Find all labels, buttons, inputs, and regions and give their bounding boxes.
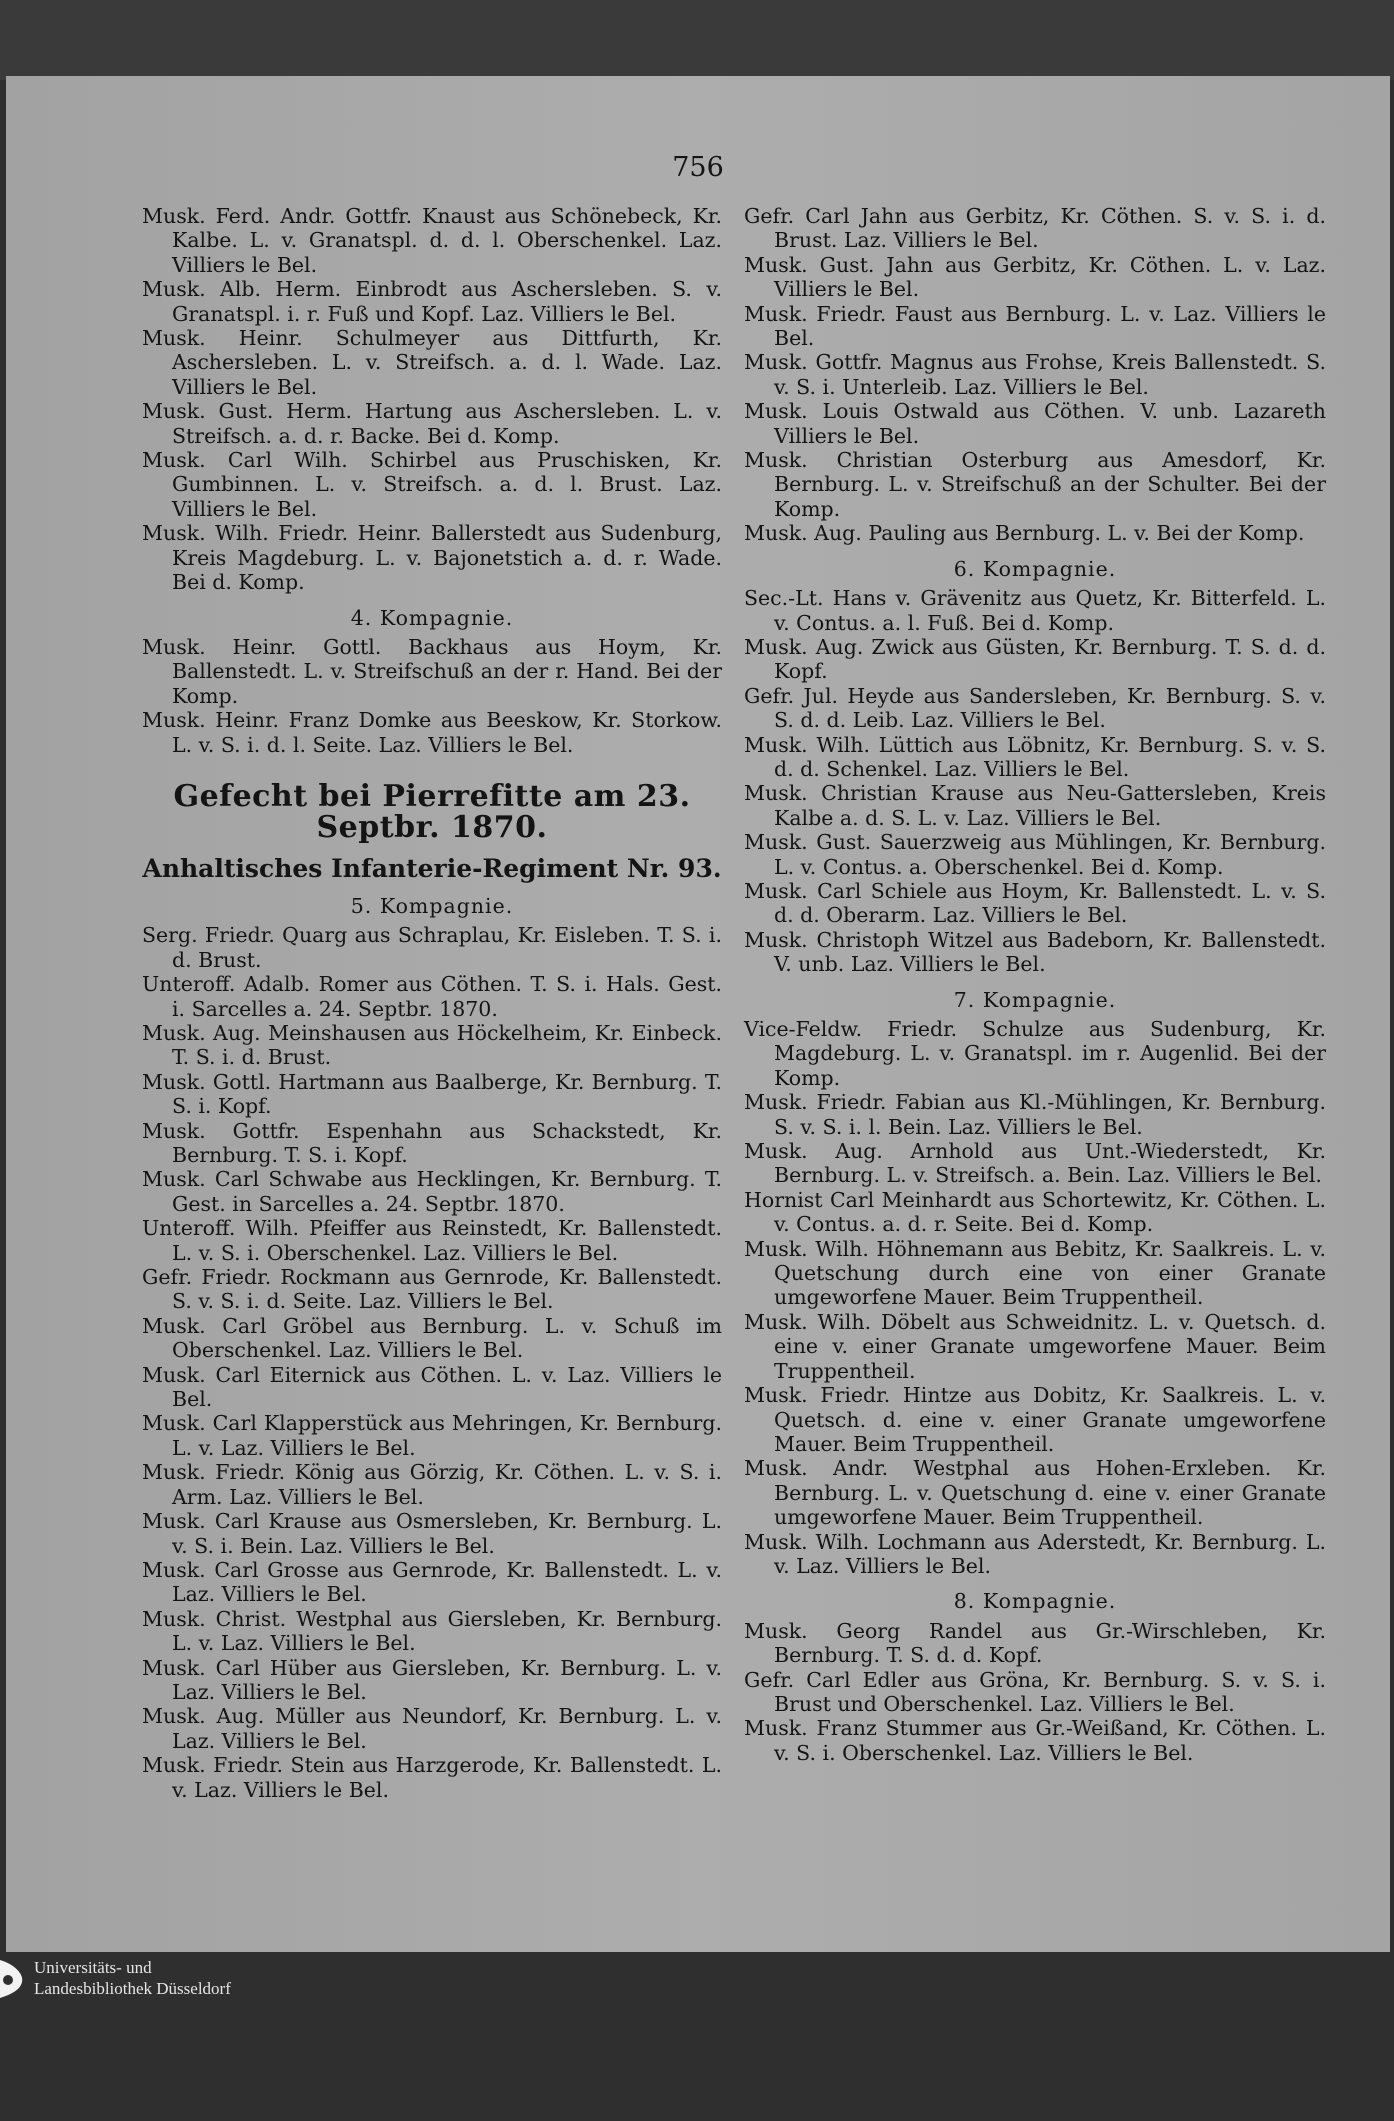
company-heading: 4. Kompagnie. [350,605,514,630]
left-column [142,204,722,1802]
list-item: Musk. Ferd. Andr. Gottfr. Knaust aus Schönebeck, Kr. Kalbe. L. v. Granatspl. d. d. l. Oberschenkel. Laz. Villiers le Bel. [142,204,722,277]
list-item: Musk. Gust. Sauerzweig aus Mühlingen, Kr. Bernburg. L. v. Contus. a. Oberschenkel. Bei d. Komp. [744,830,1326,879]
list-item: Unteroff. Adalb. Romer aus Cöthen. T. S. i. Hals. Gest. i. Sarcelles a. 24. Septbr. 1870. [142,972,722,1021]
list-item: Musk. Carl Krause aus Osmersleben, Kr. Bernburg. L. v. S. i. Bein. Laz. Villiers le Bel. [142,1509,722,1558]
left-block1 [142,204,722,595]
list-item: Musk. Carl Schiele aus Hoym, Kr. Ballenstedt. L. v. S. d. d. Oberarm. Laz. Villiers le Bel. [744,878,1326,928]
library-credit-line1: Universitäts- und [34,1958,152,1977]
list-item: Musk. Aug. Meinshausen aus Höckelheim, Kr. Einbeck. T. S. i. d. Brust. [142,1020,722,1070]
list-item: Gefr. Friedr. Rockmann aus Gernrode, Kr. Ballenstedt. S. v. S. i. d. Seite. Laz. Villiers le Bel. [142,1265,722,1314]
company7-list [744,1017,1326,1578]
list-item: Musk. Alb. Herm. Einbrodt aus Aschersleben. S. v. Granatspl. i. r. Fuß und Kopf. Laz. Villiers le Bel. [142,277,722,326]
list-item: Musk. Andr. Westphal aus Hohen-Erxleben. Kr. Bernburg. L. v. Quetschung d. eine v. einer Granate umgeworfene Mauer. Beim Truppentheil. [744,1456,1326,1530]
list-item: Musk. Christian Osterburg aus Amesdorf, Kr. Bernburg. L. v. Streifschuß an der Schulter. Bei der Komp. [744,448,1326,521]
list-item: Musk. Carl Eiternick aus Cöthen. L. v. Laz. Villiers le Bel. [142,1362,722,1412]
list-item: Vice-Feldw. Friedr. Schulze aus Sudenburg, Kr. Magdeburg. L. v. Granatspl. im r. Augenlid. Bei der Komp. [744,1017,1326,1090]
company8-list [744,1619,1326,1765]
list-item: Musk. Georg Randel aus Gr.-Wirschleben, Kr. Bernburg. T. S. d. d. Kopf. [744,1618,1326,1668]
list-item: Musk. Carl Wilh. Schirbel aus Pruschisken, Kr. Gumbinnen. L. v. Streifsch. a. d. l. Brust. Laz. Villiers le Bel. [142,448,722,521]
list-item: Musk. Gottfr. Espenhahn aus Schackstedt, Kr. Bernburg. T. S. i. Kopf. [142,1118,722,1167]
list-item: Musk. Heinr. Schulmeyer aus Dittfurth, Kr. Aschersleben. L. v. Streifsch. a. d. l. Wade. Laz. Villiers le Bel. [142,326,722,399]
page-number: 756 [672,152,724,183]
list-item: Musk. Wilh. Höhnemann aus Bebitz, Kr. Saalkreis. L. v. Quetschung durch eine von einer Granate umgeworfene Mauer. Beim Truppentheil. [744,1236,1326,1310]
list-item: Musk. Aug. Müller aus Neundorf, Kr. Bernburg. L. v. Laz. Villiers le Bel. [142,1704,722,1753]
list-item: Serg. Friedr. Quarg aus Schraplau, Kr. Eisleben. T. S. i. d. Brust. [142,923,722,972]
ulb-logo-icon [0,1958,28,2000]
list-item: Musk. Friedr. Hintze aus Dobitz, Kr. Saalkreis. L. v. Quetsch. d. eine v. einer Granate umgeworfene Mauer. Beim Truppentheil. [744,1383,1326,1456]
list-item: Musk. Friedr. König aus Görzig, Kr. Cöthen. L. v. S. i. Arm. Laz. Villiers le Bel. [142,1460,722,1509]
list-item: Musk. Gust. Herm. Hartung aus Aschersleben. L. v. Streifsch. a. d. r. Backe. Bei d. Komp. [142,399,722,448]
list-item: Sec.-Lt. Hans v. Grävenitz aus Quetz, Kr. Bitterfeld. L. v. Contus. a. l. Fuß. Bei d. Komp. [744,586,1326,635]
list-item: Musk. Carl Gröbel aus Bernburg. L. v. Schuß im Oberschenkel. Laz. Villiers le Bel. [142,1313,722,1363]
list-item: Gefr. Jul. Heyde aus Sandersleben, Kr. Bernburg. S. v. S. d. d. Leib. Laz. Villiers le Bel. [744,683,1326,733]
right-block1 [744,204,1326,546]
regiment-heading: Anhaltisches Infanterie-Regiment Nr. 93. [142,853,722,883]
list-item: Hornist Carl Meinhardt aus Schortewitz, Kr. Cöthen. L. v. Contus. a. d. r. Seite. Bei d. Komp. [744,1187,1326,1237]
list-item: Musk. Gust. Jahn aus Gerbitz, Kr. Cöthen. L. v. Laz. Villiers le Bel. [744,252,1326,302]
list-item: Musk. Gottl. Hartmann aus Baalberge, Kr. Bernburg. T. S. i. Kopf. [142,1069,722,1119]
list-item: Musk. Wilh. Lochmann aus Aderstedt, Kr. Bernburg. L. v. Laz. Villiers le Bel. [744,1529,1326,1578]
list-item: Musk. Carl Hüber aus Giersleben, Kr. Bernburg. L. v. Laz. Villiers le Bel. [142,1655,722,1704]
list-item: Musk. Heinr. Franz Domke aus Beeskow, Kr. Storkow. L. v. S. i. d. l. Seite. Laz. Villiers le Bel. [142,708,722,757]
battle-heading: Gefecht bei Pierrefitte am 23. Septbr. 1870. [173,778,691,845]
list-item: Musk. Friedr. Stein aus Harzgerode, Kr. Ballenstedt. L. v. Laz. Villiers le Bel. [142,1753,722,1802]
list-item: Musk. Gottfr. Magnus aus Frohse, Kreis Ballenstedt. S. v. S. i. Unterleib. Laz. Villiers le Bel. [744,350,1326,399]
list-item: Musk. Wilh. Döbelt aus Schweidnitz. L. v. Quetsch. d. eine v. einer Granate umgeworfene Mauer. Beim Truppentheil. [744,1309,1326,1383]
list-item: Musk. Carl Klapperstück aus Mehringen, Kr. Bernburg. L. v. Laz. Villiers le Bel. [142,1411,722,1460]
list-item: Musk. Wilh. Friedr. Heinr. Ballerstedt aus Sudenburg, Kreis Magdeburg. L. v. Bajonetstich a. d. r. Wade. Bei d. Komp. [142,521,722,595]
list-item: Musk. Carl Grosse aus Gernrode, Kr. Ballenstedt. L. v. Laz. Villiers le Bel. [142,1557,722,1607]
document-page [6,76,1390,1976]
scan-background-top [0,0,1394,80]
company6-list [744,586,1326,977]
list-item: Musk. Friedr. Faust aus Bernburg. L. v. Laz. Villiers le Bel. [744,301,1326,351]
list-item: Musk. Louis Ostwald aus Cöthen. V. unb. Lazareth Villiers le Bel. [744,399,1326,448]
list-item: Musk. Christian Krause aus Neu-Gattersleben, Kreis Kalbe a. d. S. L. v. Laz. Villiers le Bel. [744,781,1326,830]
list-item: Musk. Carl Schwabe aus Hecklingen, Kr. Bernburg. T. Gest. in Sarcelles a. 24. Septbr. 1870. [142,1167,722,1216]
company4-list [142,635,722,757]
list-item: Musk. Wilh. Lüttich aus Löbnitz, Kr. Bernburg. S. v. S. d. d. Schenkel. Laz. Villiers le Bel. [744,732,1326,781]
company-heading: 6. Kompagnie. [953,556,1117,581]
company-heading: 5. Kompagnie. [350,893,514,918]
list-item: Unteroff. Wilh. Pfeiffer aus Reinstedt, Kr. Ballenstedt. L. v. S. i. Oberschenkel. Laz. Villiers le Bel. [142,1216,722,1265]
list-item: Musk. Friedr. Fabian aus Kl.-Mühlingen, Kr. Bernburg. S. v. S. i. l. Bein. Laz. Villiers le Bel. [744,1090,1326,1139]
library-credit [34,1957,231,1999]
list-item: Musk. Christ. Westphal aus Giersleben, Kr. Bernburg. L. v. Laz. Villiers le Bel. [142,1606,722,1656]
list-item: Musk. Aug. Zwick aus Güsten, Kr. Bernburg. T. S. d. d. Kopf. [744,634,1326,684]
company5-list [142,923,722,1802]
list-item: Musk. Franz Stummer aus Gr.-Weißand, Kr. Cöthen. L. v. S. i. Oberschenkel. Laz. Villiers le Bel. [744,1716,1326,1765]
library-credit-line2: Landesbibliothek Düsseldorf [34,1979,231,1998]
company-heading: 8. Kompagnie. [953,1589,1117,1614]
list-item: Gefr. Carl Jahn aus Gerbitz, Kr. Cöthen. S. v. S. i. d. Brust. Laz. Villiers le Bel. [744,204,1326,253]
list-item: Musk. Heinr. Gottl. Backhaus aus Hoym, Kr. Ballenstedt. L. v. Streifschuß an der r. Hand. Bei der Komp. [142,634,722,708]
list-item: Musk. Aug. Arnhold aus Unt.-Wiederstedt, Kr. Bernburg. L. v. Streifsch. a. Bein. Laz. Villiers le Bel. [744,1139,1326,1188]
company-heading: 7. Kompagnie. [953,987,1117,1012]
list-item: Musk. Christoph Witzel aus Badeborn, Kr. Ballenstedt. V. unb. Laz. Villiers le Bel. [744,927,1326,977]
right-column [744,204,1326,1765]
list-item: Gefr. Carl Edler aus Gröna, Kr. Bernburg. S. v. S. i. Brust und Oberschenkel. Laz. Villiers le Bel. [744,1667,1326,1716]
list-item: Musk. Aug. Pauling aus Bernburg. L. v. Bei der Komp. [744,521,1305,546]
